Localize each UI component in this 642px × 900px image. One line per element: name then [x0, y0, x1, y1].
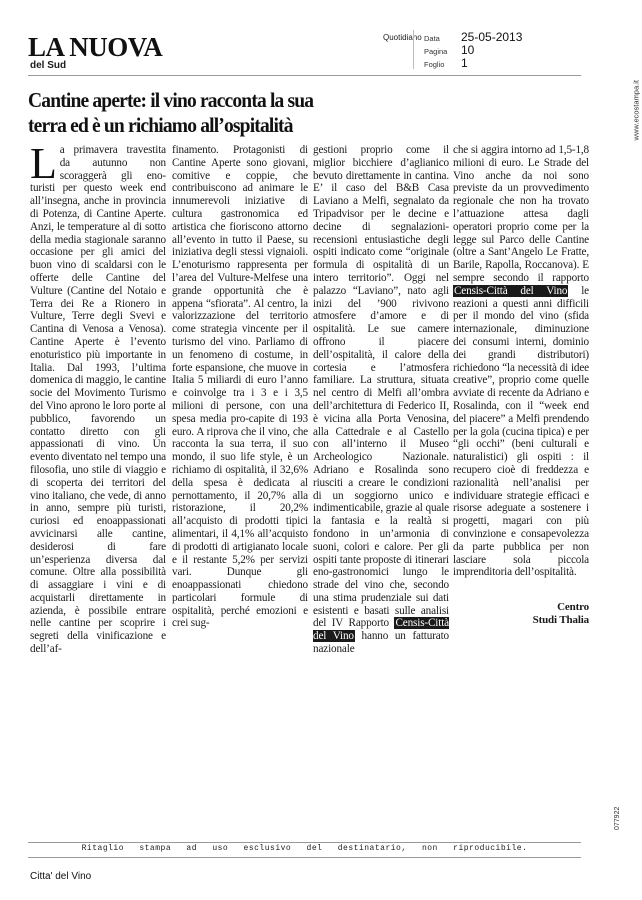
column-text: le reazioni a questi anni difficili per il mondo del vino (sfida internazionale, diminuzione dei consumi interni, dominio dei grandi distributori) richiedono “la necessità di idee creative”, proprio come quelle avviate di recente da Adriano e Rosalinda, con il “week end del piacere” a Melfi prendendo per la gola (cucina tipica) e per “gli occhi” (beni culturali e naturalistici) gli ospiti : il recupero cioè di freddezza e razionalità nell’analisi per individuare strategie efficaci e risorse adeguate a sostenere i progetti, magari con più convinzione e consapevolezza da parte pubblica per non lasciare sola piccola imprenditoria dell’ospitalità.: [453, 284, 589, 579]
headline-line-1: Cantine aperte: il vino racconta la sua: [28, 88, 314, 112]
meta-value: 1: [461, 56, 468, 70]
masthead: [28, 34, 162, 71]
meta-label: Data: [424, 34, 440, 43]
column-text: a primavera travestita da autunno non scoraggerà gli eno-turisti per questo week end all’insegna, anche in provincia di Potenza, di Cantine Aperte. Anzi, le temperature al di sotto della media stagionale saranno occasione per gli amici del buon vino di scaldarsi con le offerte delle Cantine del Vulture (Cantine del Notaio e Terra dei Re a Rionero in Vulture, Terre degli Svevi e Cantina di Venosa a Venosa). Cantine Aperte è l’evento enoturistico più importante in Italia. Dal 1993, l’ultima domenica di maggio, le cantine socie del Movimento Turismo del Vino aprono le loro porte al pubblico, favorendo un contatto diretto con gli appassionati di vino. Un evento diventato nel tempo una filosofia, uno stile di viaggio e di scoperta dei territori del vino italiano, che vede, di anno in anno, sempre più turisti, curiosi ed enoappassionati avvicinarsi alle cantine, desiderosi di fare un’esperienza diversa dal comune. Oltre alla possibilità di assaggiare i vini e di acquistarli direttamente in azienda, è possibile entrare nelle cantine per scoprire i segreti della vinificazione e dell’af-: [30, 144, 166, 656]
client-label: Citta' del Vino: [30, 871, 92, 882]
headline-line-2: terra ed è un richiamo all’ospitalità: [28, 113, 293, 137]
meta-value: 10: [461, 43, 475, 57]
bottom-bar: [28, 842, 581, 858]
meta-box: [413, 30, 582, 69]
signature-line-1: Centro: [557, 601, 589, 614]
meta-value: 25-05-2013: [461, 30, 523, 44]
highlighted-text: Censis-Città del Vino: [313, 617, 449, 643]
bottom-note: Ritaglio stampa ad uso esclusivo del destinatario, non riproducibile.: [81, 844, 528, 853]
meta-label: Pagina: [424, 47, 448, 56]
column-text: finamento. Protagonisti di Cantine Aperte sono giovani, comitive e coppie, che contribuiscono ad animare le innumerevoli iniziative di cultura gastronomica ed artistica che fioriscono attorno all’evento in tutto il Paese, su iniziativa degli stessi vignaioli. L’enoturismo rappresenta per l’area del Vulture-Melfese una grande opportunità che è appena “sfiorata”. Al centro, la valorizzazione del territorio come strategia vincente per il turismo del vino. Parliamo di un fenomeno di costume, in forte espansione, che muove in Italia 5 miliardi di euro l’anno e coinvolge tra i 3 e i 3,5 milioni di persone, con una spesa media pro-capite di 193 euro. A riprova che il vino, che racconta la sua terra, il suo mondo, il suo life style, è un richiamo di ospitalità, il 32,6% della spesa è dedicata al pernottamento, il 20,7% alla ristorazione, il 20,2% all’acquisto di prodotti tipici alimentari, il 4,1% all’acquisto di prodotti di artigianato locale e il restante 5,2% per servizi vari. Dunque gli enoappassionati chiedono particolari formule di ospitalità, perché emozioni e crei sug-: [172, 144, 308, 630]
article-column-1: [30, 139, 166, 656]
column-text: che si aggira intorno ad 1,5-1,8 milioni di euro. Le Strade del Vino anche da noi sono previste da un provvedimento regionale che non ha trovato l’attuazione attesa dagli operatori proprio come per la legge sul Parco delle Cantine (oltre a Sant’Angelo Le Fratte, Barile, Rapolla, Roccanova). E sempre secondo il rapporto: [453, 144, 589, 284]
meta-row-page: [414, 43, 582, 56]
side-url: www.ecostampa.it: [631, 80, 640, 141]
newspaper-logo-sub: del Sud: [30, 60, 67, 71]
meta-row-sheet: [414, 56, 582, 69]
drop-cap: L: [30, 139, 57, 188]
meta-label: Foglio: [424, 60, 445, 69]
newspaper-logo: LA NUOVA: [28, 32, 163, 62]
publication-type: Quotidiano: [383, 33, 422, 42]
signature: [453, 601, 589, 627]
highlighted-text: Censis-Città del Vino: [454, 284, 568, 297]
top-divider: [28, 75, 581, 76]
article-column-4: [453, 144, 589, 627]
column-text: gestioni proprio come il miglior bicchiere d’aglianico bevuto direttamente in cantina. E’ il caso del B&B Casa Laviano a Melfi, segnalato da Tripadvisor per le decine e decine di segnalazioni-recensioni entusiastiche degli ospiti indicato come “originale formula di ospitalità di un intero territorio”. Oggi nel palazzo “Laviano”, nato agli inizi del ’900 rivivono atmosfere d’amore e di ospitalità. Le sue camere offrono il piacere dell’ospitalità, il calore della cortesia e l’atmosfera familiare. La struttura, situata nel centro di Melfi all’ombra dell’architettura di Federico II, è vicina alla Porta Venosina, alla Cattedrale e al Castello con all’interno il Museo Archeologico Nazionale. Adriano e Rosalinda sono riusciti a creare le condizioni di un soggiorno unico e indimenticabile, grazie al quale la fantasia e la realtà si fondono in un’armonia di suoni, colori e calore. Per gli ospiti tante proposte di itinerari eno-gastronomici lungo le strade del vino che, secondo una stima prudenziale sui dati esistenti e basati sulle analisi del IV Rapporto: [313, 144, 449, 630]
side-id: 077922: [614, 806, 621, 830]
column-text: hanno un fatturato nazionale: [313, 630, 450, 656]
headline: [28, 88, 335, 138]
article-column-2: [172, 144, 308, 630]
signature-line-2: Studi Thalia: [532, 614, 589, 627]
meta-row-date: [414, 30, 582, 43]
article-column-3: [313, 144, 449, 656]
